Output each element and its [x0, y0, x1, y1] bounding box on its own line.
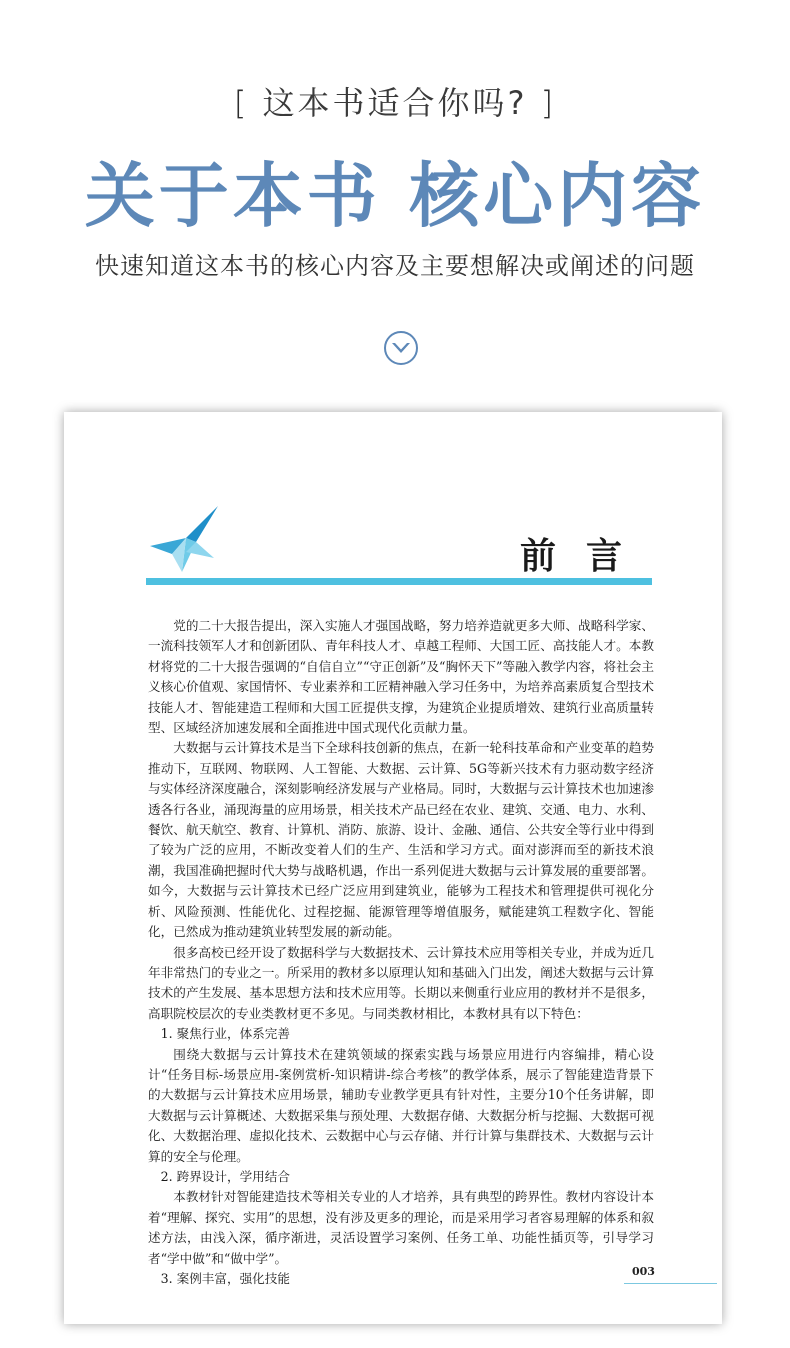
preface-heading: 前言 — [519, 535, 652, 577]
page-number-rule — [624, 1283, 717, 1284]
feature-title-1: 1. 聚焦行业，体系完善 — [160, 1026, 290, 1042]
feature-title-2: 2. 跨界设计，学用结合 — [160, 1168, 290, 1184]
feature-text-1: 围绕大数据与云计算技术在建筑领域的探索实践与场景应用进行内容编排，精心设计“任务目标-场景应用-案例赏析-知识精讲-综合考核”的教学体系，展示了智能建造背景下的大数据与云计算技术应用场景，辅助专业教学更具有针对性，主要分10个任务讲解，即大数据与云计算概述、大数据采集与预处理、大数据存储、大数据分析与挖掘、大数据可视化、大数据治理、虚拟化技术、云数据中心与云存储、并行计算与集群技术、大数据与云计算的安全与伦理。 — [148, 1046, 654, 1164]
page-title: 关于本书 核心内容 — [84, 154, 706, 237]
star-logo-icon — [142, 502, 220, 576]
preface-body — [148, 616, 654, 1289]
book-page-preview — [64, 412, 722, 1324]
feature-title-3: 3. 案例丰富，强化技能 — [160, 1271, 290, 1286]
chevron-down-circle-icon[interactable] — [383, 330, 419, 366]
paragraph: 很多高校已经开设了数据科学与大数据技术、云计算技术应用等相关专业，并成为近几年非常热门的专业之一。所采用的教材多以原理认知和基础入门出发，阐述大数据与云计算技术的产生发展、基本思想方法和技术应用等。长期以来侧重行业应用的教材并不是很多，高职院校层次的专业类教材更不多见。与同类教材相比，本教材具有以下特色： — [148, 944, 654, 1021]
kicker-line — [0, 78, 790, 124]
heading-rule — [146, 578, 652, 585]
kicker-text: 这本书适合你吗? — [262, 84, 528, 122]
page-number: 003 — [632, 1265, 655, 1278]
paragraph: 大数据与云计算技术是当下全球科技创新的焦点，在新一轮科技革命和产业变革的趋势推动下，互联网、物联网、人工智能、大数据、云计算、5G等新兴技术有力驱动数字经济与实体经济深度融合，深刻影响经济发展与产业格局。同时，大数据与云计算技术也加速渗透各行各业，涌现海量的应用场景，相关技术产品已经在农业、建筑、交通、电力、水利、餐饮、航天航空、教育、计算机、消防、旅游、设计、金融、通信、公共安全等行业中得到了较为广泛的应用，不断改变着人们的生产、生活和学习方式。面对澎湃而至的新技术浪潮，我国准确把握时代大势与战略机遇，作出一系列促进大数据与云计算发展的重要部署。如今，大数据与云计算技术已经广泛应用到建筑业，能够为工程技术和管理提供可视化分析、风险预测、性能优化、过程挖掘、能源管理等增值服务，赋能建筑工程数字化、智能化，已然成为推动建筑业转型发展的新动能。 — [148, 740, 654, 940]
bracket-open: [ — [233, 84, 250, 122]
paragraph: 党的二十大报告提出，深入实施人才强国战略，努力培养造就更多大师、战略科学家、一流科技领军人才和创新团队、青年科技人才、卓越工程师、大国工匠、高技能人才。本教材将党的二十大报告强调的“自信自立”“守正创新”及“胸怀天下”等融入教学内容，将社会主义核心价值观、家国情怀、专业素养和工匠精神融入学习任务中，为培养高素质复合型技术技能人才、智能建造工程师和大国工匠提供支撑，为建筑企业提质增效、建筑行业高质量转型、区域经济加速发展和全面推进中国式现代化贡献力量。 — [148, 618, 654, 736]
feature-text-2: 本教材针对智能建造技术等相关专业的人才培养，具有典型的跨界性。教材内容设计本着“理解、探究、实用”的思想，没有涉及更多的理论，而是采用学习者容易理解的体系和叙述方法，由浅入深，循序渐进，灵活设置学习案例、任务工单、功能性插页等，引导学习者“学中做”和“做中学”。 — [148, 1189, 654, 1266]
bracket-close: ] — [540, 84, 557, 122]
page-subtitle: 快速知道这本书的核心内容及主要想解决或阐述的问题 — [95, 252, 695, 280]
